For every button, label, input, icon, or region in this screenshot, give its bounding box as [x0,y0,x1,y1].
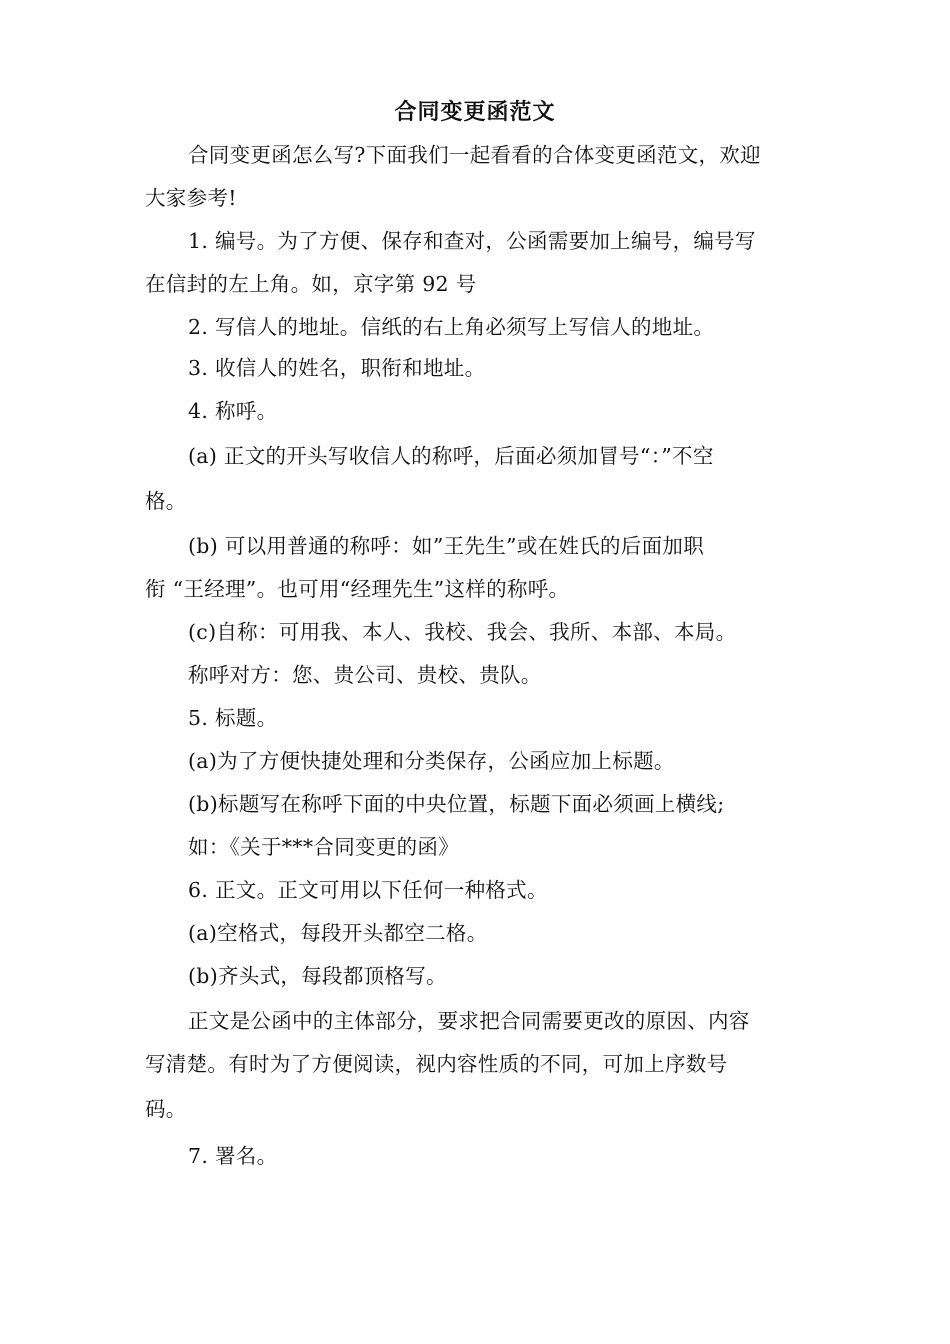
body-line: 合同变更函怎么写?下面我们一起看看的合体变更函范文，欢迎 [188,143,761,167]
body-line: 7. 署名。 [188,1144,278,1168]
body-line: (a)空格式，每段开头都空二格。 [188,921,488,945]
body-line: 2. 写信人的地址。信纸的右上角必须写上写信人的地址。 [188,315,715,339]
body-line: 大家参考! [145,186,237,210]
body-line: (b)齐头式，每段都顶格写。 [188,964,447,988]
body-line: 码。 [145,1097,187,1121]
body-line: 3. 收信人的姓名，职衔和地址。 [188,356,486,380]
body-line: (b)标题写在称呼下面的中央位置，标题下面必须画上横线; [188,792,725,816]
body-line: 在信封的左上角。如，京字第 92 号 [145,272,477,296]
body-line: (b) 可以用普通的称呼：如”王先生”或在姓氏的后面加职 [188,534,704,558]
body-line: 称呼对方：您、贵公司、贵校、贵队。 [188,663,542,687]
body-line: 4. 称呼。 [188,399,278,423]
body-line: (a)为了方便快捷处理和分类保存，公函应加上标题。 [188,749,675,773]
body-line: 如：《关于***合同变更的函》 [188,835,459,859]
body-line: (a) 正文的开头写收信人的称呼，后面必须加冒号“：”不空 [188,444,714,468]
body-line: (c)自称：可用我、本人、我校、我会、我所、本部、本局。 [188,620,737,644]
body-line: 写清楚。有时为了方便阅读，视内容性质的不同，可加上序数号 [145,1052,728,1076]
document-title: 合同变更函范文 [394,99,556,125]
body-line: 衔 “王经理”。也可用“经理先生”这样的称呼。 [145,577,570,601]
body-line: 正文是公函中的主体部分，要求把合同需要更改的原因、内容 [188,1009,750,1033]
body-line: 6. 正文。正文可用以下任何一种格式。 [188,878,548,902]
body-line: 5. 标题。 [188,706,278,730]
body-line: 1. 编号。为了方便、保存和查对，公函需要加上编号，编号写 [188,229,756,253]
body-line: 格。 [145,489,187,513]
